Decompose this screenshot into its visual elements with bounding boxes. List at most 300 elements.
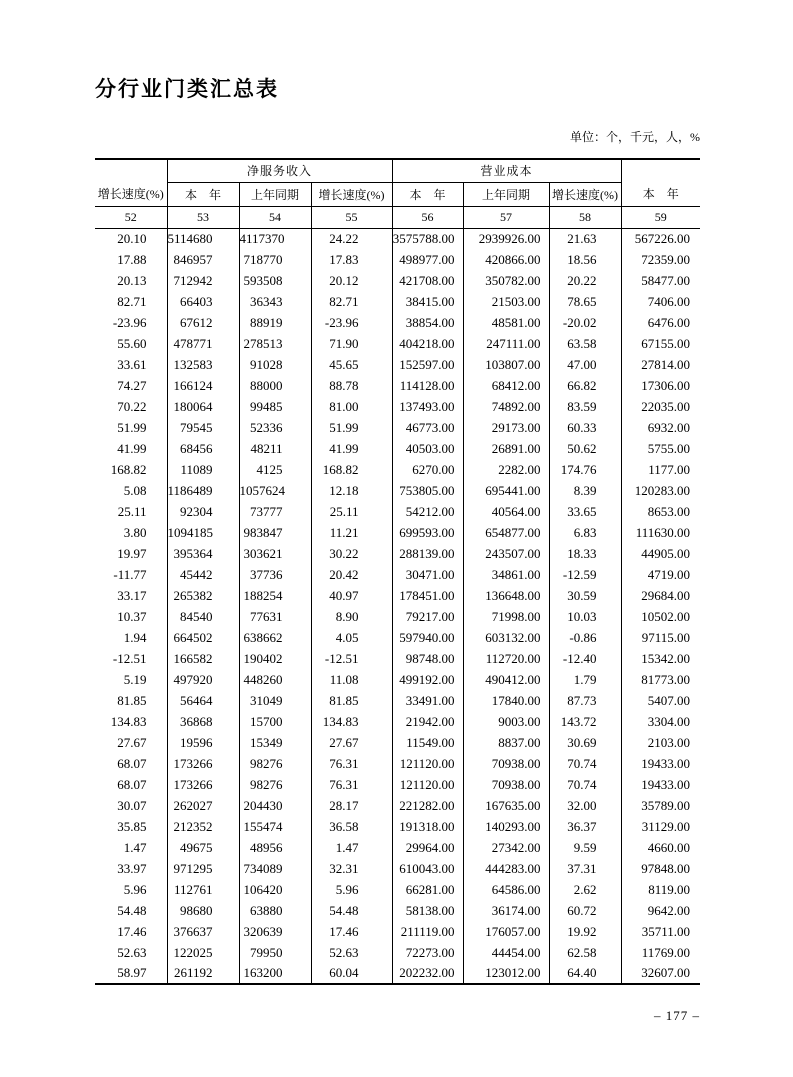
cell: 320639 [239,921,311,942]
cell: 33491.00 [392,690,463,711]
table-row [95,459,700,480]
cell: 26891.00 [463,438,549,459]
cell: 478771 [167,333,239,354]
table-row [95,585,700,606]
cell: 10502.00 [621,606,700,627]
cell: 114128.00 [392,375,463,396]
cell: 9003.00 [463,711,549,732]
cell: 46773.00 [392,417,463,438]
cell: 5.19 [123,671,147,687]
cell: 610043.00 [392,858,463,879]
cell: 3.80 [123,524,147,540]
table-row [95,753,700,774]
cell: 98276 [239,774,311,795]
cell: 593508 [239,270,311,291]
cell: 9.59 [549,837,621,858]
cell: 597940.00 [392,627,463,648]
column-header: 增长速度(%) [95,182,167,206]
cell: 243507.00 [463,543,549,564]
table-row [95,858,700,879]
cell: 6.83 [549,522,621,543]
cell: 19.92 [549,921,621,942]
cell: 20.22 [549,270,621,291]
cell: 44905.00 [621,543,700,564]
table-row [95,627,700,648]
column-number: 55 [311,206,392,228]
cell: 11.21 [311,522,392,543]
cell: 74892.00 [463,396,549,417]
cell: 67612 [167,312,239,333]
cell: 52.63 [311,942,392,963]
cell: 664502 [167,627,239,648]
cell: 221282.00 [392,795,463,816]
cell: 37.31 [549,858,621,879]
cell: 98748.00 [392,648,463,669]
cell: 17.88 [117,251,147,267]
cell: 48211 [239,438,311,459]
cell: 120283.00 [621,480,700,501]
table-row [95,375,700,396]
cell: 112720.00 [463,648,549,669]
cell: 971295 [167,858,239,879]
cell: 106420 [239,879,311,900]
cell: 38854.00 [392,312,463,333]
table-row [95,669,700,690]
cell: 143.72 [549,711,621,732]
column-number: 56 [392,206,463,228]
cell: -12.59 [549,564,621,585]
cell: 99485 [239,396,311,417]
column-header: 增长速度(%) [311,182,392,206]
table-row [95,774,700,795]
cell: 63880 [239,900,311,921]
cell: 66.82 [549,375,621,396]
table-row [95,963,700,984]
cell: 137493.00 [392,396,463,417]
cell: 66281.00 [392,879,463,900]
cell: 490412.00 [463,669,549,690]
cell: 33.61 [117,356,147,372]
cell: 19.97 [117,545,147,561]
cell: 81.85 [117,692,147,708]
cell: 64586.00 [463,879,549,900]
column-header: 本 年 [392,182,463,206]
cell: 3304.00 [621,711,700,732]
cell: 18.56 [549,249,621,270]
cell: 64.40 [549,963,621,984]
cell: 48581.00 [463,312,549,333]
cell: 51.99 [117,419,147,435]
column-number: 57 [463,206,549,228]
cell: 40564.00 [463,501,549,522]
cell: 88000 [239,375,311,396]
cell: 498977.00 [392,249,463,270]
cell: 48956 [239,837,311,858]
cell: 27.67 [117,734,147,750]
cell: 17306.00 [621,375,700,396]
column-label-row [95,182,700,206]
cell: 25.11 [311,501,392,522]
cell: 70.74 [549,753,621,774]
cell: 36343 [239,291,311,312]
cell: 718770 [239,249,311,270]
table-row [95,795,700,816]
cell: 15700 [239,711,311,732]
cell: 34861.00 [463,564,549,585]
cell: 11089 [167,459,239,480]
unit-note: 单位：个，千元，人，% [570,130,700,144]
cell: 29964.00 [392,837,463,858]
table-row [95,312,700,333]
cell: 152597.00 [392,354,463,375]
cell: 45442 [167,564,239,585]
cell: 17840.00 [463,690,549,711]
cell: 98680 [167,900,239,921]
cell: 12.18 [311,480,392,501]
cell: 4719.00 [621,564,700,585]
cell: 1.94 [123,629,147,645]
cell: 51.99 [311,417,392,438]
cell: -0.86 [549,627,621,648]
cell: 288139.00 [392,543,463,564]
cell: 88919 [239,312,311,333]
cell: 8653.00 [621,501,700,522]
cell: 47.00 [549,354,621,375]
cell: 212352 [167,816,239,837]
column-number: 59 [621,206,700,228]
cell: 68.07 [117,755,147,771]
cell: 54.48 [311,900,392,921]
cell: 40503.00 [392,438,463,459]
group-spacer-right [621,159,700,182]
cell: 444283.00 [463,858,549,879]
cell: 30.59 [549,585,621,606]
table-row [95,711,700,732]
cell: 6476.00 [621,312,700,333]
table-row [95,732,700,753]
cell: 68456 [167,438,239,459]
cell: 35.85 [117,818,147,834]
cell: 70938.00 [463,753,549,774]
cell: 654877.00 [463,522,549,543]
table-row [95,396,700,417]
cell: 27.67 [311,732,392,753]
cell: 350782.00 [463,270,549,291]
column-header: 本 年 [167,182,239,206]
cell: 112761 [167,879,239,900]
cell: 5.08 [123,482,147,498]
table-row [95,354,700,375]
cell: 29684.00 [621,585,700,606]
cell: 753805.00 [392,480,463,501]
cell: 1.47 [311,837,392,858]
cell: 202232.00 [392,963,463,984]
cell: 24.22 [311,228,392,249]
cell: 32607.00 [621,963,700,984]
cell: 1.79 [549,669,621,690]
cell: 81.00 [311,396,392,417]
cell: 35789.00 [621,795,700,816]
column-header: 增长速度(%) [549,182,621,206]
cell: 79545 [167,417,239,438]
cell: 421708.00 [392,270,463,291]
cell: 10.37 [117,608,147,624]
cell: 173266 [167,774,239,795]
cell: 91028 [239,354,311,375]
cell: -11.77 [113,566,147,582]
cell: 20.12 [311,270,392,291]
cell: 32.00 [549,795,621,816]
cell: 62.58 [549,942,621,963]
cell: 2282.00 [463,459,549,480]
cell: 1094185 [167,522,239,543]
cell: 4.05 [311,627,392,648]
cell: 983847 [239,522,311,543]
cell: 3575788.00 [392,228,463,249]
cell: 70.22 [117,398,147,414]
cell: 77631 [239,606,311,627]
cell: 204430 [239,795,311,816]
cell: 70.74 [549,774,621,795]
cell: 58477.00 [621,270,700,291]
cell: 38415.00 [392,291,463,312]
cell: 15342.00 [621,648,700,669]
cell: 19433.00 [621,774,700,795]
cell: 33.17 [117,587,147,603]
cell: 261192 [167,963,239,984]
cell: 191318.00 [392,816,463,837]
cell: 11549.00 [392,732,463,753]
table-row [95,543,700,564]
cell: 6932.00 [621,417,700,438]
cell: 58138.00 [392,900,463,921]
cell: 36868 [167,711,239,732]
cell: 190402 [239,648,311,669]
cell: 163200 [239,963,311,984]
cell: -23.96 [112,314,147,330]
column-header: 本 年 [621,182,700,206]
cell: 45.65 [311,354,392,375]
cell: -12.40 [549,648,621,669]
cell: 211119.00 [392,921,463,942]
cell: 72359.00 [621,249,700,270]
cell: 76.31 [311,753,392,774]
cell: 56464 [167,690,239,711]
group-header-operating-cost: 营业成本 [392,159,621,182]
cell: 84540 [167,606,239,627]
cell: 734089 [239,858,311,879]
cell: 66403 [167,291,239,312]
column-number: 52 [95,206,167,228]
cell: 4660.00 [621,837,700,858]
cell: 15349 [239,732,311,753]
cell: 36174.00 [463,900,549,921]
cell: 28.17 [311,795,392,816]
cell: 712942 [167,270,239,291]
cell: 50.62 [549,438,621,459]
cell: 8.90 [311,606,392,627]
cell: 2939926.00 [463,228,549,249]
cell: 30471.00 [392,564,463,585]
cell: 58.97 [117,965,147,980]
table-row [95,333,700,354]
cell: 8837.00 [463,732,549,753]
cell: 4125 [239,459,311,480]
cell: 5755.00 [621,438,700,459]
cell: 27342.00 [463,837,549,858]
cell: 41.99 [117,440,147,456]
cell: 83.59 [549,396,621,417]
cell: -23.96 [311,312,392,333]
cell: 1057624 [239,480,311,501]
cell: 174.76 [549,459,621,480]
cell: 8.39 [549,480,621,501]
cell: 2103.00 [621,732,700,753]
cell: 1.47 [123,839,147,855]
column-number: 54 [239,206,311,228]
cell: 76.31 [311,774,392,795]
cell: 44454.00 [463,942,549,963]
page-number: – 177 – [654,1008,700,1023]
cell: 10.03 [549,606,621,627]
column-number: 53 [167,206,239,228]
cell: 699593.00 [392,522,463,543]
table-row [95,249,700,270]
cell: 20.42 [311,564,392,585]
cell: 82.71 [117,293,147,309]
cell: 98276 [239,753,311,774]
table-row [95,837,700,858]
cell: 79950 [239,942,311,963]
cell: 567226.00 [621,228,700,249]
cell: 60.04 [311,963,392,984]
table-row [95,921,700,942]
cell: 21.63 [549,228,621,249]
cell: 7406.00 [621,291,700,312]
cell: 111630.00 [621,522,700,543]
cell: 78.65 [549,291,621,312]
cell: 17.83 [311,249,392,270]
cell: 73777 [239,501,311,522]
cell: 603132.00 [463,627,549,648]
cell: 33.65 [549,501,621,522]
cell: 21503.00 [463,291,549,312]
cell: 72273.00 [392,942,463,963]
cell: 88.78 [311,375,392,396]
table-row [95,900,700,921]
table-row [95,270,700,291]
cell: 71998.00 [463,606,549,627]
cell: 32.31 [311,858,392,879]
cell: 36.37 [549,816,621,837]
cell: 176057.00 [463,921,549,942]
cell: 19596 [167,732,239,753]
table-row [95,648,700,669]
cell: 17.46 [117,923,147,939]
table-row [95,942,700,963]
summary-table [95,158,700,985]
cell: 420866.00 [463,249,549,270]
cell: 121120.00 [392,753,463,774]
cell: 33.97 [117,860,147,876]
cell: 166582 [167,648,239,669]
column-number-row [95,206,700,228]
cell: 67155.00 [621,333,700,354]
cell: 638662 [239,627,311,648]
cell: 376637 [167,921,239,942]
cell: 404218.00 [392,333,463,354]
cell: 20.10 [117,230,147,246]
table-row [95,501,700,522]
cell: 55.60 [117,335,147,351]
cell: 262027 [167,795,239,816]
table-row [95,564,700,585]
table-row [95,606,700,627]
cell: 54212.00 [392,501,463,522]
cell: 6270.00 [392,459,463,480]
cell: 18.33 [549,543,621,564]
cell: 695441.00 [463,480,549,501]
cell: 29173.00 [463,417,549,438]
cell: 30.69 [549,732,621,753]
cell: -20.02 [549,312,621,333]
table-row [95,522,700,543]
cell: 25.11 [117,503,147,519]
table-body [95,228,700,984]
cell: 265382 [167,585,239,606]
cell: 41.99 [311,438,392,459]
cell: 68412.00 [463,375,549,396]
table-row [95,228,700,249]
group-spacer-left [95,159,167,182]
cell: 81773.00 [621,669,700,690]
cell: 97848.00 [621,858,700,879]
cell: 136648.00 [463,585,549,606]
cell: 54.48 [117,902,147,918]
cell: 173266 [167,753,239,774]
cell: 63.58 [549,333,621,354]
column-header: 上年同期 [463,182,549,206]
cell: 60.72 [549,900,621,921]
cell: 70938.00 [463,774,549,795]
cell: 395364 [167,543,239,564]
cell: 134.83 [311,711,392,732]
cell: 168.82 [110,461,147,477]
page-content [95,76,700,985]
cell: 2.62 [549,879,621,900]
cell: 5407.00 [621,690,700,711]
cell: 1186489 [167,480,239,501]
column-number: 58 [549,206,621,228]
cell: 74.27 [117,377,147,393]
cell: 17.46 [311,921,392,942]
cell: 71.90 [311,333,392,354]
cell: 52.63 [117,944,147,960]
table-row [95,438,700,459]
cell: 448260 [239,669,311,690]
cell: 247111.00 [463,333,549,354]
table-row [95,417,700,438]
cell: 37736 [239,564,311,585]
table-header [95,159,700,228]
cell: 155474 [239,816,311,837]
table-row [95,291,700,312]
cell: 278513 [239,333,311,354]
cell: 140293.00 [463,816,549,837]
cell: 499192.00 [392,669,463,690]
cell: 27814.00 [621,354,700,375]
cell: 497920 [167,669,239,690]
